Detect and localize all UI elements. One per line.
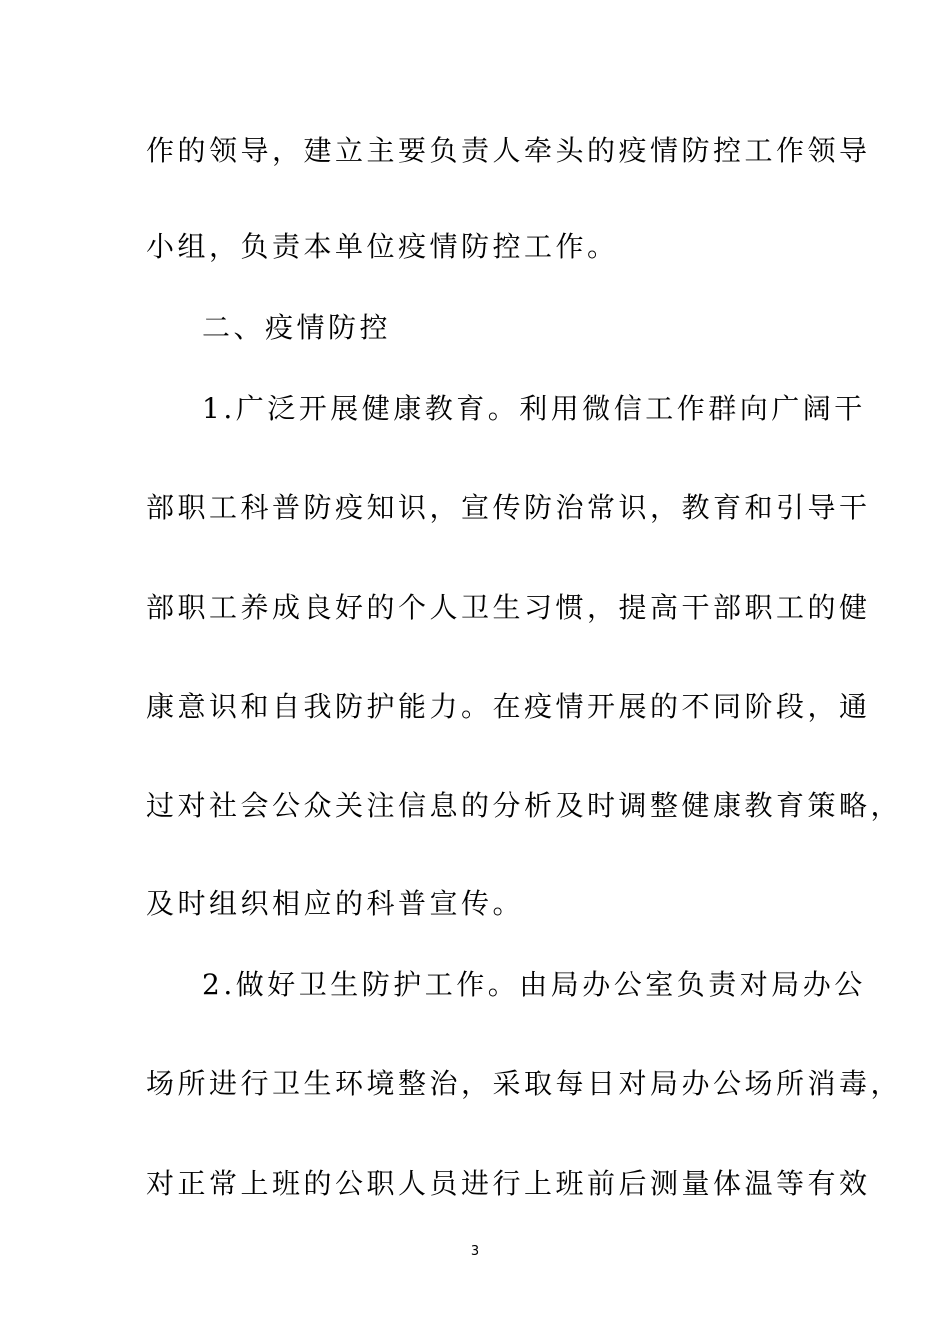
body-line-11: 场所进行卫生环境整治，采取每日对局办公场所消毒， xyxy=(146,1067,903,1100)
body-line-12: 对正常上班的公职人员进行上班前后测量体温等有效 xyxy=(146,1167,871,1200)
body-line-8: 过对社会公众关注信息的分析及时调整健康教育策略， xyxy=(146,789,903,822)
body-line-5: 部职工科普防疫知识，宣传防治常识，教育和引导干 xyxy=(146,491,871,524)
body-line-2: 小组，负责本单位疫情防控工作。 xyxy=(146,230,619,263)
body-line-10: 2.做好卫生防护工作。由局办公室负责对局办公 xyxy=(202,968,866,1001)
section-heading-epidemic-control: 二、疫情防控 xyxy=(202,311,392,344)
page-number: 3 xyxy=(470,1244,480,1259)
body-line-9: 及时组织相应的科普宣传。 xyxy=(146,887,525,920)
body-line-7: 康意识和自我防护能力。在疫情开展的不同阶段，通 xyxy=(146,690,871,723)
body-line-1: 作的领导，建立主要负责人牵头的疫情防控工作领导 xyxy=(146,134,871,167)
body-line-4: 1.广泛开展健康教育。利用微信工作群向广阔干 xyxy=(202,392,866,425)
body-line-6: 部职工养成良好的个人卫生习惯，提高干部职工的健 xyxy=(146,591,871,624)
